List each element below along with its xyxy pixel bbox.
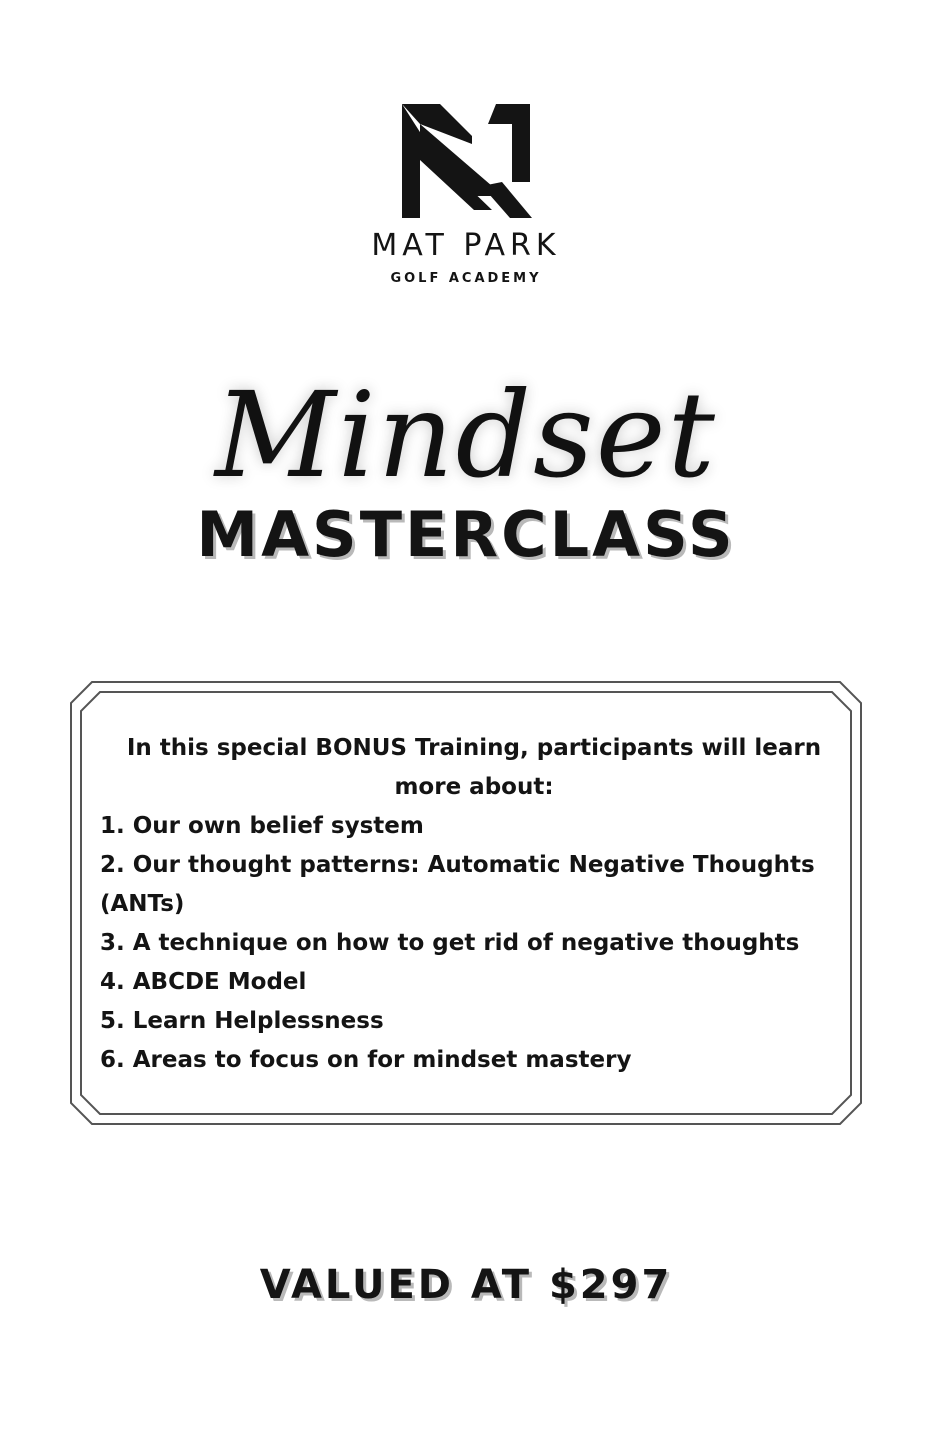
intro-text: In this special BONUS Training, participants will learn more about: (126, 735, 822, 800)
value-text: VALUED AT $297 (259, 1262, 673, 1308)
brand-name: MAT PARK (371, 228, 561, 263)
list-item: 5. Learn Helplessness (100, 1008, 384, 1034)
brand-subtitle: GOLF ACADEMY (390, 271, 542, 286)
list-item: 2. Our thought patterns: Automatic Negative Thoughts (ANTs) (100, 852, 815, 917)
list-item: 1. Our own belief system (100, 813, 424, 839)
list-item: 4. ABCDE Model (100, 969, 307, 995)
content-frame (70, 681, 862, 1125)
frame-content (100, 729, 830, 1080)
mp-monogram-icon (400, 104, 532, 218)
list-item: 3. A technique on how to get rid of negative thoughts (100, 930, 800, 956)
script-title: Mindset (215, 366, 717, 504)
page-title: MASTERCLASS (196, 498, 736, 571)
list-item: 6. Areas to focus on for mindset mastery (100, 1047, 632, 1073)
